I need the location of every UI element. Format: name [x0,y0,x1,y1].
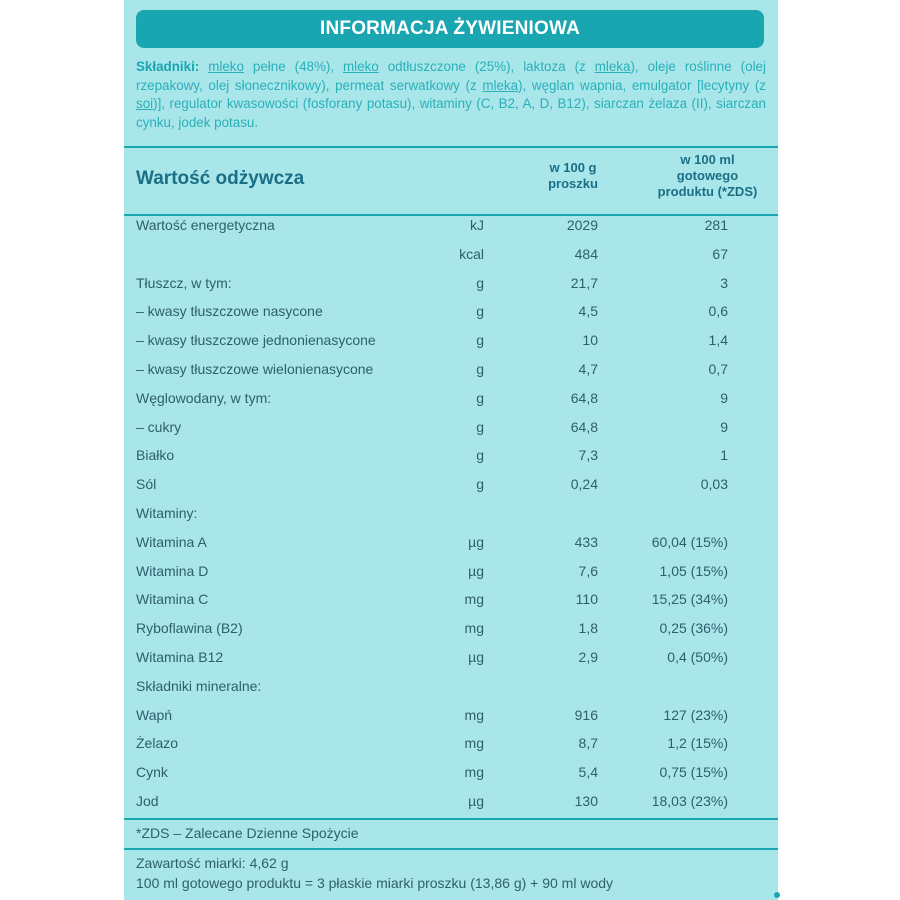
value-per-100g: 7,6 [578,562,598,579]
nutrient-name: Wapń [136,706,173,723]
value-per-100g: 64,8 [570,389,598,406]
nutrient-name: Tłuszcz, w tym: [136,274,232,291]
nutrient-unit: g [476,418,484,435]
table-row [124,297,778,326]
nutrient-unit: g [476,447,484,464]
column-header-line: proszku [548,176,598,191]
nutrient-unit: kcal [459,245,484,262]
value-per-100g: 130 [574,793,598,809]
nutrient-name: Witaminy: [136,505,198,521]
value-per-100g: 2029 [566,217,598,233]
value-per-100ml: 1,2 (15%) [667,735,728,752]
nutrient-unit: mg [464,706,484,723]
nutrient-name: Węglowodany, w tym: [136,389,272,406]
value-per-100ml: 0,75 (15%) [659,764,728,781]
table-row [124,585,778,614]
value-per-100g: 484 [574,245,598,262]
ingredients-fragment [199,59,208,74]
value-per-100ml: 0,03 [700,476,728,493]
table-row [124,240,778,269]
ingredients-fragment: ), oleje roślinne (olej rzepakowy, olej słonecznikowy), permeat serwatkowy (z [136,59,766,93]
table-row [124,528,778,557]
nutrient-unit: µg [468,793,484,809]
table-row [124,384,778,413]
table-row [124,729,778,758]
column-header-100g [528,160,618,192]
decorative-dot [774,892,780,898]
table-row [124,269,778,298]
nutrient-name: Witamina A [136,533,207,550]
table-row [124,326,778,355]
value-per-100ml: 127 (23%) [663,706,728,723]
nutrient-unit: g [476,303,484,320]
allergen-word: mleko [208,59,244,74]
value-per-100g: 110 [575,591,598,608]
nutrient-name: Wartość energetyczna [136,217,275,233]
column-header-line: w 100 g [549,160,597,175]
nutrient-unit: mg [464,764,484,781]
value-per-100ml: 18,03 (23%) [651,793,728,809]
value-per-100ml: 0,25 (36%) [659,620,728,637]
nutrient-name: – kwasy tłuszczowe nasycone [136,303,323,320]
nutrient-name: – kwasy tłuszczowe jednonienasycone [136,332,376,349]
table-row [124,643,778,672]
table-row [124,758,778,787]
nutrient-name: Składniki mineralne: [136,677,262,694]
value-per-100ml: 9 [720,418,728,435]
nutrient-unit: µg [468,649,484,665]
nutrient-name: – cukry [136,418,182,435]
value-per-100g: 433 [574,533,598,550]
nutrient-unit: mg [464,735,484,752]
value-per-100ml: 15,25 (34%) [651,591,728,608]
value-per-100ml: 67 [712,245,728,262]
value-per-100ml: 9 [720,389,728,406]
value-per-100ml: 1,4 [708,332,728,349]
nutrient-unit: g [476,476,484,493]
nutrient-unit: mg [464,591,484,608]
value-per-100g: 21,7 [570,274,598,291]
value-per-100ml: 0,6 [708,303,728,320]
table-row [124,787,778,816]
ingredients-label: Składniki: [136,59,200,74]
ingredients-fragment: odtłuszczone (25%), laktoza (z [378,59,595,74]
table-row [124,614,778,643]
table-row [124,211,778,240]
background-strip [778,0,900,900]
nutrient-name: Sól [136,476,157,493]
page-title: INFORMACJA ŻYWIENIOWA [320,18,580,39]
value-per-100ml: 0,4 (50%) [667,649,728,665]
value-per-100g: 10 [582,332,598,349]
ingredients-fragment: )], regulator kwasowości (fosforany potasu), witaminy (C, B2, A, D, B12), siarczan żelaza (II), siarczan cynku, jodek potasu. [136,96,766,130]
value-per-100g: 5,4 [578,764,598,781]
value-per-100ml: 281 [704,217,728,233]
value-per-100ml: 60,04 (15%) [651,533,728,550]
table-row [124,499,778,528]
table-row [124,470,778,499]
nutrient-name: Witamina D [136,562,209,579]
value-per-100g: 4,7 [578,361,598,377]
nutrient-unit: µg [468,533,484,550]
table-row [124,355,778,384]
allergen-word: soi [136,96,154,111]
nutrient-name: Jod [136,793,159,809]
nutrient-name: Żelazo [136,735,179,752]
nutrient-name: Cynk [136,764,168,781]
value-per-100g: 7,3 [578,447,598,464]
footnote-divider [124,848,778,850]
allergen-word: mleko [343,59,379,74]
table-bottom-divider [124,818,778,820]
allergen-word: mleka [594,59,631,74]
ingredients-text [136,58,766,132]
nutrient-name: Witamina B12 [136,649,224,665]
value-per-100g: 916 [574,706,598,723]
value-per-100g: 2,9 [578,649,598,665]
nutrient-unit: µg [468,562,484,579]
title-bar [136,10,764,48]
allergen-word: mleka [482,77,519,93]
table-row [124,441,778,470]
column-header-100ml [640,152,775,200]
nutrient-unit: mg [464,620,484,637]
preparation-note: 100 ml gotowego produktu = 3 płaskie miarki proszku (13,86 g) + 90 ml wody [136,875,614,891]
table-row [124,672,778,701]
table-row [124,701,778,730]
nutrient-unit: kJ [470,217,484,233]
value-per-100ml: 1 [720,447,728,464]
table-heading: Wartość odżywcza [136,168,305,189]
zds-footnote: *ZDS – Zalecane Dzienne Spożycie [136,825,359,841]
value-per-100g: 8,7 [578,735,598,752]
nutrient-unit: g [476,361,484,377]
column-header-line: gotowego [676,168,739,183]
value-per-100g: 0,24 [570,476,598,493]
value-per-100g: 4,5 [578,303,598,320]
nutrient-unit: g [476,389,484,406]
ingredients-fragment: pełne (48%), [243,59,344,74]
ingredients-fragment: ), węglan wapnia, emulgator [lecytyny (z [518,77,766,93]
table-row [124,413,778,442]
value-per-100ml: 1,05 (15%) [659,562,728,579]
nutrient-name: – kwasy tłuszczowe wielonienasycone [136,361,374,377]
nutrient-name: Białko [136,447,175,464]
table-row [124,557,778,586]
value-per-100ml: 3 [720,274,728,291]
value-per-100ml: 0,7 [708,361,728,377]
nutrient-unit: g [476,332,484,349]
scoop-content-note: Zawartość miarki: 4,62 g [136,855,289,871]
column-header-line: w 100 ml [680,152,735,167]
value-per-100g: 64,8 [570,418,598,435]
nutrient-name: Witamina C [136,591,209,608]
nutrient-unit: g [476,274,484,291]
column-header-line: produktu (*ZDS) [657,184,758,199]
value-per-100g: 1,8 [578,620,598,637]
nutrient-name: Ryboflawina (B2) [136,620,243,637]
